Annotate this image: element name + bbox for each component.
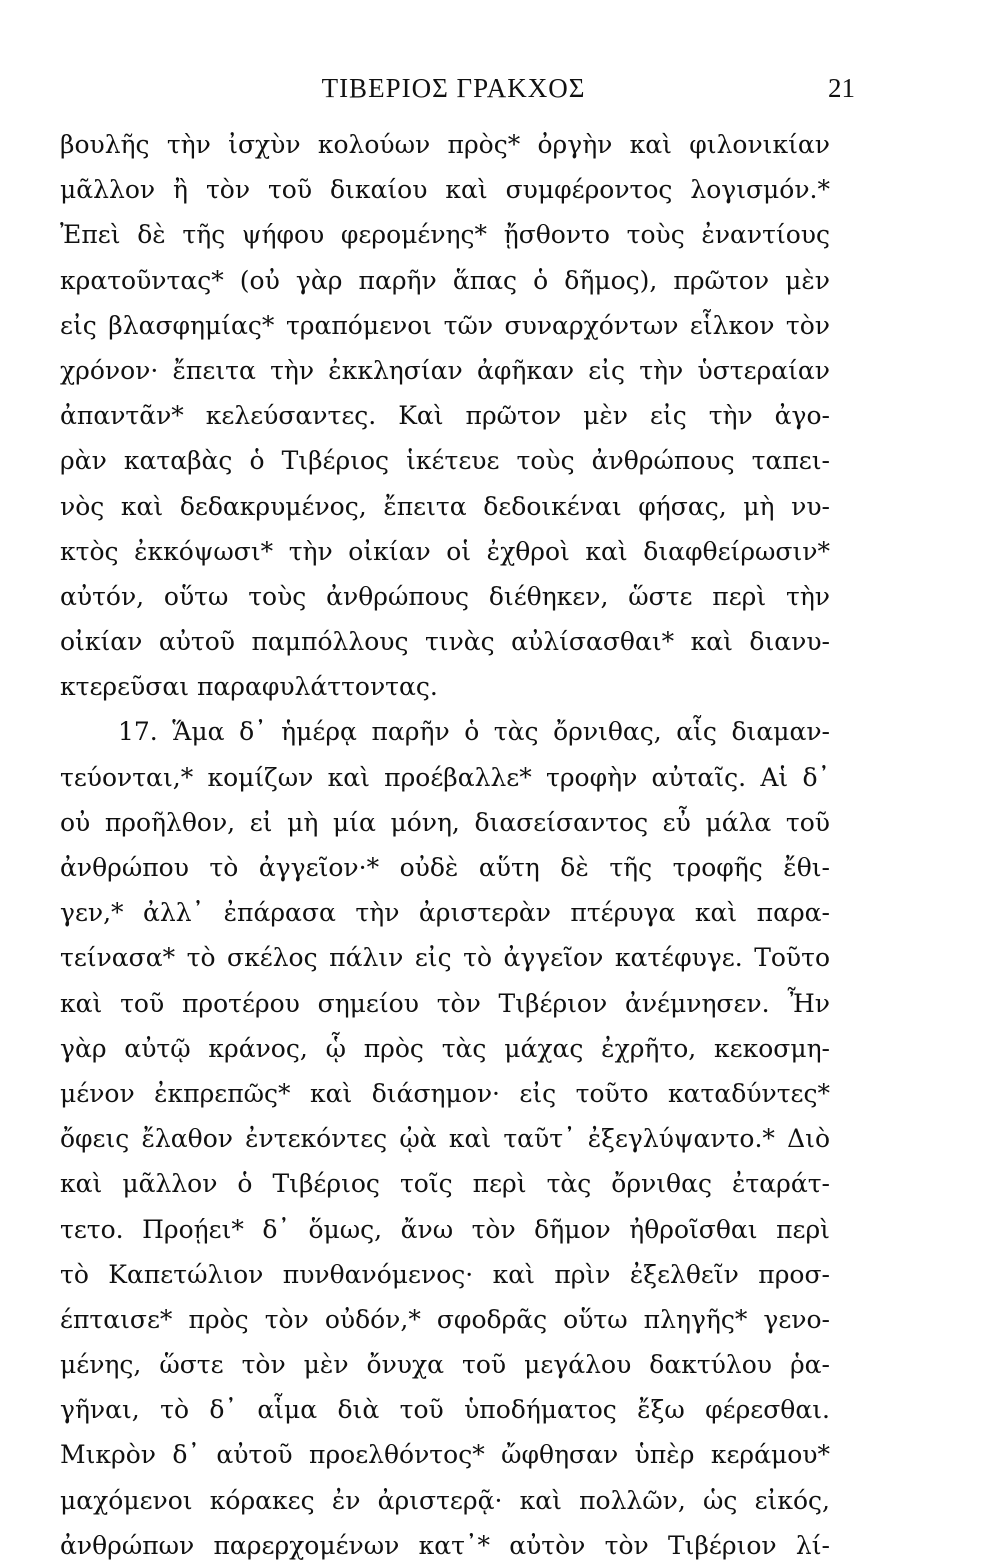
text-line: μαχόμενοι κόρακες ἐν ἀριστερᾷ· καὶ πολλῶν, ὡς εἰκός, (60, 1485, 830, 1515)
text-line: μένης, ὥστε τὸν μὲν ὄνυχα τοῦ μεγάλου δακτύλου ῥα- (60, 1350, 830, 1380)
text-line: κτὸς ἐκκόψωσι* τὴν οἰκίαν οἱ ἐχθροὶ καὶ διαφθείρωσιν* (60, 536, 830, 566)
text-line: γὰρ αὐτῷ κράνος, ᾧ πρὸς τὰς μάχας ἐχρῆτο, κεκοσμη- (60, 1033, 830, 1063)
text-line: βουλῆς τὴν ἰσχὺν κολούων πρὸς* ὀργὴν καὶ φιλονικίαν (60, 130, 830, 159)
text-line: γεν,* ἀλλ᾽ ἐπάρασα τὴν ἀριστερὰν πτέρυγα καὶ παρα- (60, 898, 830, 928)
running-title: ΤΙΒΕΡΙΟΣ ΓΡΑΚΧΟΣ (321, 73, 586, 103)
text-line: τὸ Καπετώλιον πυνθανόμενος· καὶ πρὶν ἐξελθεῖν προσ- (60, 1259, 830, 1289)
text-line: καὶ τοῦ προτέρου σημείου τὸν Τιβέριον ἀνέμνησεν. Ἦν (60, 988, 830, 1018)
page-number: 21 (828, 73, 855, 103)
text-line: ἀνθρώπων παρερχομένων κατ᾽* αὐτὸν τὸν Τιβέριον λί- (60, 1530, 830, 1560)
text-line: ἀνθρώπου τὸ ἀγγεῖον·* οὐδὲ αὕτη δὲ τῆς τροφῆς ἔθι- (60, 853, 830, 882)
text-line: οὐ προῆλθον, εἰ μὴ μία μόνη, διασείσαντος εὖ μάλα τοῦ (60, 807, 830, 837)
text-line: οἰκίαν αὐτοῦ παμπόλλους τινὰς αὐλίσασθαι* καὶ διανυ- (60, 627, 830, 657)
text-line: ρὰν καταβὰς ὁ Τιβέριος ἱκέτευε τοὺς ἀνθρώπους ταπει- (60, 446, 830, 476)
text-line: γῆναι, τὸ δ᾽ αἷμα διὰ τοῦ ὑποδήματος ἔξω φέρεσθαι. (60, 1395, 830, 1425)
text-line: Μικρὸν δ᾽ αὐτοῦ προελθόντος* ὤφθησαν ὑπὲρ κεράμου* (60, 1440, 830, 1470)
text-line: ὄφεις ἔλαθον ἐντεκόντες ᾠὰ καὶ ταῦτ᾽ ἐξεγλύψαντο.* Διὸ (60, 1124, 830, 1154)
text-line: χρόνον· ἔπειτα τὴν ἐκκλησίαν ἀφῆκαν εἰς τὴν ὑστεραίαν (60, 355, 830, 385)
text-line: μένον ἐκπρεπῶς* καὶ διάσημον· εἰς τοῦτο καταδύντες* (60, 1078, 830, 1108)
text-line: Ἐπεὶ δὲ τῆς ψήφου φερομένης* ᾔσθοντο τοὺς ἐναντίους (60, 220, 830, 250)
text-line: αὐτόν, οὕτω τοὺς ἀνθρώπους διέθηκεν, ὥστε περὶ τὴν (60, 581, 830, 611)
text-line: τείνασα* τὸ σκέλος πάλιν εἰς τὸ ἀγγεῖον κατέφυγε. Τοῦτο (60, 943, 830, 973)
text-line: νὸς καὶ δεδακρυμένος, ἔπειτα δεδοικέναι φήσας, μὴ νυ- (60, 491, 830, 521)
text-line: καὶ μᾶλλον ὁ Τιβέριος τοῖς περὶ τὰς ὄρνιθας ἐταράτ- (60, 1169, 830, 1199)
text-line: κρατοῦντας* (οὐ γὰρ παρῆν ἅπας ὁ δῆμος), πρῶτον μὲν (60, 265, 830, 295)
text-line: 17. Ἅμα δ᾽ ἡμέρᾳ παρῆν ὁ τὰς ὄρνιθας, αἷς διαμαν- (118, 717, 830, 747)
running-head (60, 68, 855, 108)
body-text (60, 122, 830, 1568)
text-line: ἀπαντᾶν* κελεύσαντες. Καὶ πρῶτον μὲν εἰς τὴν ἀγο- (60, 401, 830, 431)
text-line: μᾶλλον ἢ τὸν τοῦ δικαίου καὶ συμφέροντος λογισμόν.* (60, 175, 830, 205)
text-line: εἰς βλασφημίας* τραπόμενοι τῶν συναρχόντων εἷλκον τὸν (60, 310, 830, 340)
text-line: τετο. Προῄει* δ᾽ ὅμως, ἄνω τὸν δῆμον ἠθροῖσθαι περὶ (60, 1214, 830, 1244)
text-line: τεύονται,* κομίζων καὶ προέβαλλε* τροφὴν αὐταῖς. Αἱ δ᾽ (60, 762, 830, 792)
text-line: έπταισε* πρὸς τὸν οὐδόν,* σφοδρᾶς οὕτω πληγῆς* γενο- (60, 1304, 830, 1334)
text-line: κτερεῦσαι παραφυλάττοντας. (60, 672, 438, 702)
